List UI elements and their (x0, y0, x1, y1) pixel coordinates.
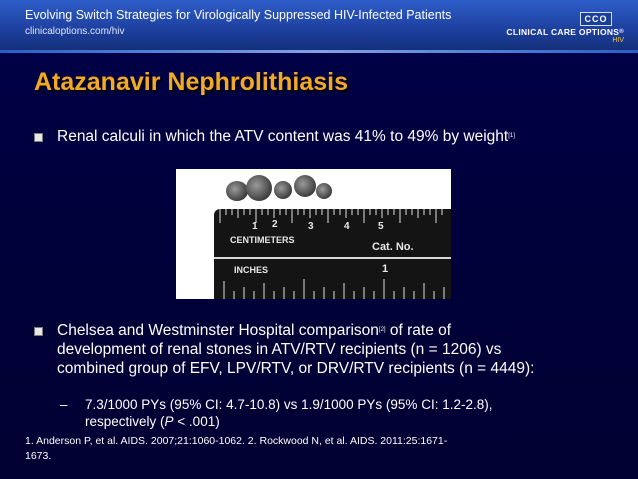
logo-subtitle: HIV (612, 37, 624, 44)
clinical-care-options-logo (506, 12, 624, 46)
slide-title: Atazanavir Nephrolithiasis (34, 68, 348, 96)
bullet-2-ref: [2] (378, 327, 386, 333)
sub-bullet-line-2b: < .001) (173, 414, 220, 429)
bullet-marker-2 (34, 327, 43, 336)
bullet-2-line-3: combined group of EFV, LPV/RTV, or DRV/RTV recipients (n = 4449): (57, 360, 535, 377)
ruler-number-2: 2 (272, 219, 278, 230)
footnote-line-2: 1673. (25, 450, 52, 462)
bullet-1-ref: [1] (508, 133, 515, 139)
logo-name: CLINICAL CARE OPTIONS® (506, 27, 624, 37)
header-divider (0, 50, 638, 53)
renal-calculi-photo (176, 169, 451, 299)
bullet-1 (57, 127, 515, 146)
ruler-divider (214, 257, 451, 259)
ruler-number-3: 3 (308, 221, 314, 232)
ruler (214, 209, 451, 299)
sub-bullet-line-1: 7.3/1000 PYs (95% CI: 4.7-10.8) vs 1.9/1000 PYs (95% CI: 1.2-2.8), (85, 397, 493, 412)
bullet-2-line-1b: of rate of (385, 322, 452, 339)
header-bar (0, 0, 638, 50)
deck-title: Evolving Switch Strategies for Virologically Suppressed HIV-Infected Patients (25, 8, 452, 22)
bullet-2 (57, 321, 632, 378)
ruler-number-5: 5 (378, 221, 384, 232)
ruler-ticks (214, 209, 451, 299)
cat-no-label: Cat. No. (372, 241, 414, 253)
ruler-number-4: 4 (344, 221, 350, 232)
bullet-1-text: Renal calculi in which the ATV content was 41% to 49% by weight (57, 128, 509, 145)
bullet-2-line-2: development of renal stones in ATV/RTV recipients (n = 1206) vs (57, 341, 502, 358)
bullet-2-line-1a: Chelsea and Westminster Hospital comparison (57, 322, 379, 339)
sub-bullet-line-2a: respectively ( (85, 414, 165, 429)
sub-bullet (85, 396, 630, 430)
p-value-symbol: P (164, 414, 174, 429)
centimeters-label: CENTIMETERS (230, 235, 295, 245)
cco-logo-mark: CCO (580, 12, 612, 26)
sub-bullet-dash: – (60, 397, 68, 412)
stones-image (224, 171, 334, 207)
references-footnote (25, 434, 545, 464)
deck-url[interactable]: clinicaloptions.com/hiv (25, 26, 125, 37)
ruler-number-1: 1 (252, 221, 258, 232)
inch-number-1: 1 (382, 263, 389, 275)
inches-label: INCHES (234, 265, 269, 275)
bullet-marker-1 (34, 133, 43, 142)
footnote-line-1: 1. Anderson P, et al. AIDS. 2007;21:1060-1062. 2. Rockwood N, et al. AIDS. 2011:25:1671- (25, 435, 448, 447)
